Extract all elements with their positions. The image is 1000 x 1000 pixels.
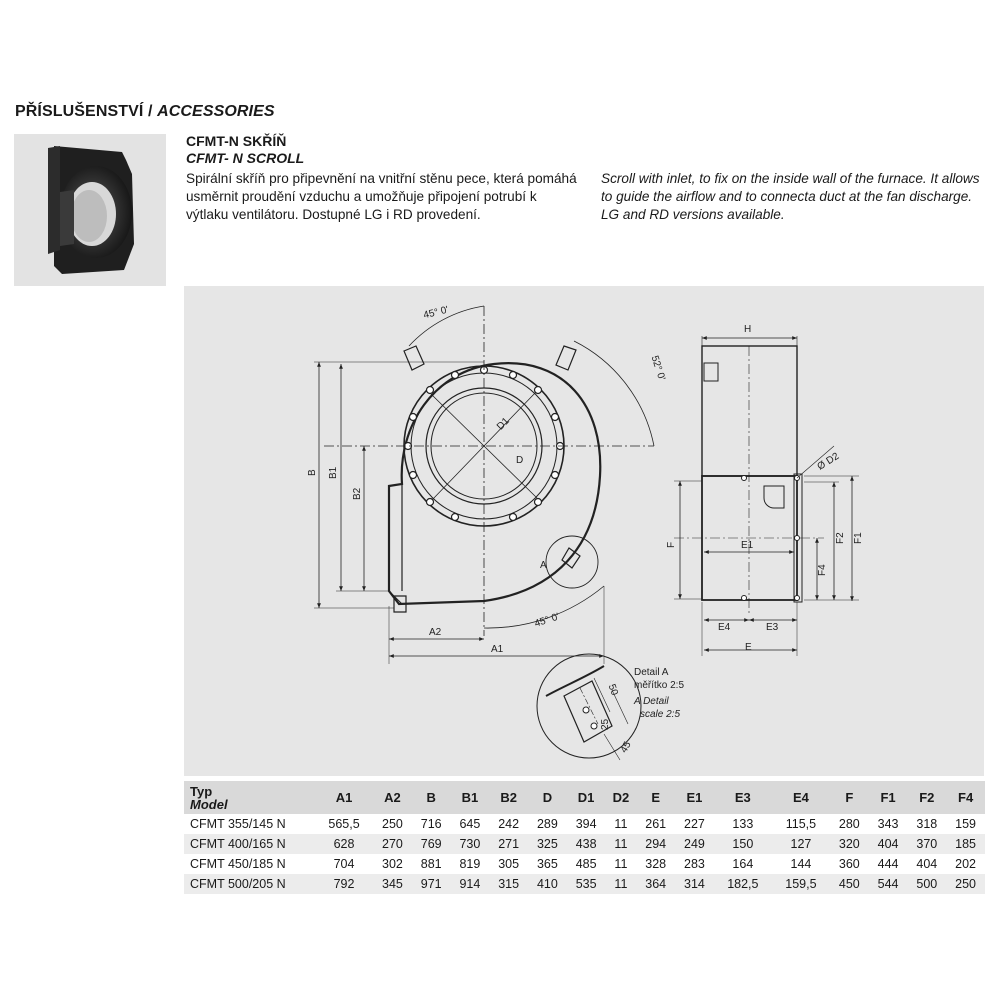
label-B2: B2 [352, 487, 363, 500]
table-row [184, 814, 985, 834]
header-col: A2 [373, 781, 412, 814]
row-model: CFMT 450/185 N [190, 857, 286, 871]
table-cell: 881 [420, 857, 442, 871]
header-model-cz: Typ [190, 783, 213, 799]
table-cell: 144 [790, 857, 812, 871]
table-cell: 305 [498, 857, 520, 871]
table-cell: 270 [373, 834, 412, 854]
header-model [184, 781, 315, 814]
table-cell: 302 [382, 857, 403, 871]
spec-table-header [184, 781, 985, 814]
table-cell: 283 [684, 857, 705, 871]
header-col: F1 [869, 781, 908, 814]
table-cell: 325 [528, 834, 567, 854]
label-A2: A2 [429, 627, 442, 638]
label-E4: E4 [718, 622, 731, 633]
label-D1: D1 [494, 415, 512, 433]
label-B1: B1 [328, 466, 339, 479]
section-title-cz: PŘÍSLUŠENSTVÍ / [15, 103, 158, 120]
label-F1: F1 [853, 532, 864, 544]
table-cell: 370 [907, 834, 946, 854]
table-cell: 438 [567, 834, 606, 854]
table-cell: 645 [459, 817, 481, 831]
label-angle-top: 45° 0' [422, 304, 450, 322]
header-col: A1 [315, 781, 373, 814]
product-photo [14, 134, 166, 286]
table-cell: 182,5 [714, 874, 772, 894]
table-cell: 11 [605, 874, 636, 894]
table-cell: 364 [636, 874, 675, 894]
technical-drawing [184, 286, 984, 776]
header-col: B1 [451, 781, 490, 814]
table-cell: 343 [877, 817, 899, 831]
table-cell: 318 [916, 817, 938, 831]
header-col: E3 [714, 781, 772, 814]
label-H: H [744, 324, 752, 335]
label-A1: A1 [491, 644, 504, 655]
table-cell: 315 [489, 874, 528, 894]
label-angle-bottom: 45° 0' [533, 611, 561, 630]
label-F: F [666, 541, 677, 548]
header-col: E1 [675, 781, 714, 814]
table-cell: 716 [420, 817, 442, 831]
row-model: CFMT 400/165 N [184, 834, 315, 854]
table-cell: 404 [869, 834, 908, 854]
header-col: E [636, 781, 675, 814]
table-cell: 250 [946, 874, 985, 894]
table-cell: 360 [838, 857, 860, 871]
product-title [186, 133, 304, 167]
spec-table [184, 781, 985, 894]
table-cell: 535 [567, 874, 606, 894]
header-col: B2 [489, 781, 528, 814]
label-D: D [516, 455, 524, 466]
table-cell: 704 [333, 857, 355, 871]
header-col: D [528, 781, 567, 814]
table-cell: 314 [675, 874, 714, 894]
table-cell: 792 [315, 874, 373, 894]
detail-dim-50: 50 [605, 682, 620, 698]
table-cell: 365 [536, 857, 558, 871]
table-cell: 133 [732, 817, 754, 831]
table-cell: 11 [605, 834, 636, 854]
table-cell: 444 [877, 857, 899, 871]
table-row [184, 854, 985, 874]
table-cell: 500 [907, 874, 946, 894]
header-col: D1 [567, 781, 606, 814]
table-cell: 769 [412, 834, 451, 854]
table-cell: 271 [489, 834, 528, 854]
label-angle-right: 52° 0' [648, 354, 667, 382]
description-en: Scroll with inlet, to fix on the inside wall of the furnace. It allows to guide the airflow and to connecta duct at the fan discharge. LG and RD versions available. [601, 171, 980, 222]
description-cz: Spirální skříň pro připevnění na vnitřní stěnu pece, která pomáhá usměrnit proudění vzduchu a umožňuje připojení potrubí k výtlaku ventilátoru. Dostupné LG i RD provedení. [186, 171, 577, 222]
table-cell: 242 [498, 817, 520, 831]
table-cell: 185 [946, 834, 985, 854]
label-E1: E1 [741, 540, 754, 551]
table-cell: 328 [645, 857, 667, 871]
table-cell: 410 [528, 874, 567, 894]
label-B: B [307, 469, 318, 476]
table-cell: 394 [575, 817, 597, 831]
table-cell: 159,5 [772, 874, 830, 894]
detail-label-en-2: scale 2:5 [640, 709, 681, 720]
header-model-en: Model [190, 796, 228, 812]
detail-label-cz-1: Detail A [634, 667, 669, 678]
table-cell: 261 [645, 817, 667, 831]
label-A: A [540, 560, 547, 571]
detail-label-cz-2: měřítko 2:5 [634, 680, 685, 691]
table-cell: 127 [772, 834, 830, 854]
header-col: F2 [907, 781, 946, 814]
header-col: F [830, 781, 869, 814]
table-cell: 115,5 [785, 817, 817, 831]
product-title-en: CFMT- N SCROLL [186, 150, 305, 166]
label-D2: Ø D2 [815, 450, 842, 473]
header-col: F4 [946, 781, 985, 814]
table-row [184, 874, 985, 894]
table-cell: 250 [382, 817, 403, 831]
table-row [184, 834, 985, 854]
row-model: CFMT 500/205 N [184, 874, 315, 894]
header-col: B [412, 781, 451, 814]
table-cell: 450 [830, 874, 869, 894]
label-E3: E3 [766, 622, 779, 633]
table-cell: 294 [636, 834, 675, 854]
table-cell: 11 [614, 817, 628, 831]
table-cell: 202 [955, 857, 977, 871]
table-cell: 914 [451, 874, 490, 894]
table-cell: 11 [614, 857, 628, 871]
table-cell: 485 [575, 857, 597, 871]
table-cell: 971 [412, 874, 451, 894]
table-cell: 164 [732, 857, 754, 871]
row-model: CFMT 355/145 N [190, 817, 286, 831]
section-title [15, 103, 275, 121]
table-cell: 544 [869, 874, 908, 894]
table-cell: 227 [684, 817, 705, 831]
table-cell: 280 [838, 817, 860, 831]
detail-dim-25: 25 [600, 718, 611, 730]
label-F2: F2 [835, 532, 846, 544]
table-cell: 249 [675, 834, 714, 854]
header-col: D2 [605, 781, 636, 814]
detail-label-en-1: A Detail [634, 696, 669, 707]
section-title-en: ACCESSORIES [157, 103, 275, 120]
label-F4: F4 [817, 564, 828, 576]
table-cell: 159 [955, 817, 977, 831]
table-cell: 289 [536, 817, 558, 831]
header-col: E4 [772, 781, 830, 814]
table-cell: 565,5 [328, 817, 360, 831]
table-cell: 320 [830, 834, 869, 854]
detail-dim-45: 45 [618, 739, 634, 755]
table-cell: 150 [714, 834, 772, 854]
table-cell: 730 [451, 834, 490, 854]
table-cell: 628 [315, 834, 373, 854]
table-cell: 345 [373, 874, 412, 894]
label-E: E [745, 642, 752, 653]
table-cell: 819 [459, 857, 481, 871]
product-title-cz: CFMT-N SKŘÍŇ [186, 133, 287, 149]
table-cell: 404 [916, 857, 938, 871]
